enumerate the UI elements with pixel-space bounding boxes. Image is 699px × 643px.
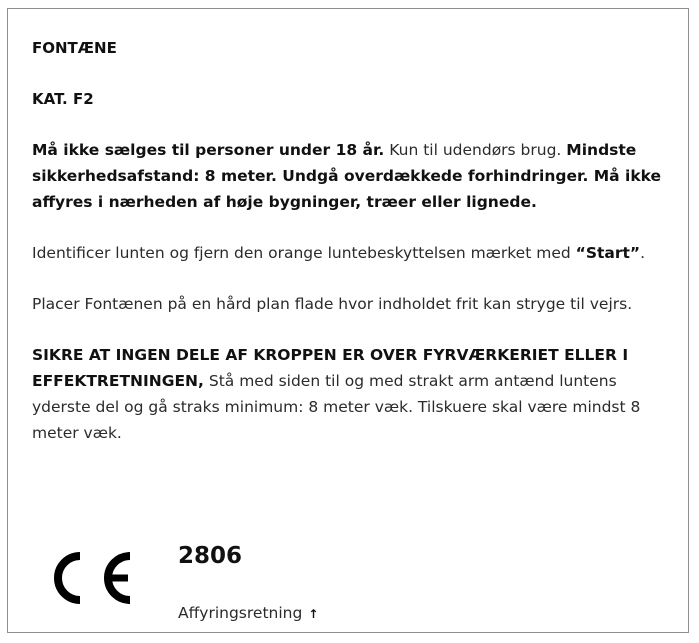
- instruction-fuse-text: Identificer lunten og fjern den orange luntebeskyttelsen mærket med: [32, 244, 576, 262]
- instruction-placement: Placer Fontænen på en hård plan flade hvor indholdet frit kan stryge til vejrs.: [32, 295, 633, 313]
- ce-mark-icon: [42, 548, 132, 608]
- firing-direction: [178, 602, 318, 625]
- warning-safety-distance: Mindste sikkerhedsafstand: 8 meter. Undgå overdækkede forhindringer. Må ikke affyres i nærheden af høje bygninger, træer eller lignede.: [32, 141, 662, 211]
- instruction-fuse-end: .: [640, 244, 646, 262]
- warning-paragraph: [32, 137, 672, 215]
- instruction-ignition: [32, 342, 672, 446]
- firing-direction-label: Affyringsretning: [178, 604, 303, 622]
- instruction-fuse: [32, 240, 672, 266]
- product-category: KAT. F2: [32, 90, 94, 108]
- certification-number: 2806: [178, 543, 243, 569]
- label-content: [32, 35, 672, 471]
- label-box: [7, 8, 689, 633]
- instruction-ignition-text: Stå med siden til og med strakt arm antænd luntens yderste del og gå straks minimum: 8 meter væk. Tilskuere skal være mindst 8 meter væk.: [32, 372, 641, 442]
- warning-age-limit: Må ikke sælges til personer under 18 år.: [32, 141, 385, 159]
- label-footer: [42, 542, 662, 632]
- warning-outdoor-use: Kun til udendørs brug.: [384, 141, 567, 159]
- arrow-up-icon: ↑: [308, 607, 319, 621]
- instruction-ignition-warning: SIKRE AT INGEN DELE AF KROPPEN ER OVER FYRVÆRKERIET ELLER I EFFEKTRETNINGEN,: [32, 346, 629, 390]
- product-title: FONTÆNE: [32, 39, 117, 57]
- instruction-fuse-start-label: “Start”: [575, 244, 641, 262]
